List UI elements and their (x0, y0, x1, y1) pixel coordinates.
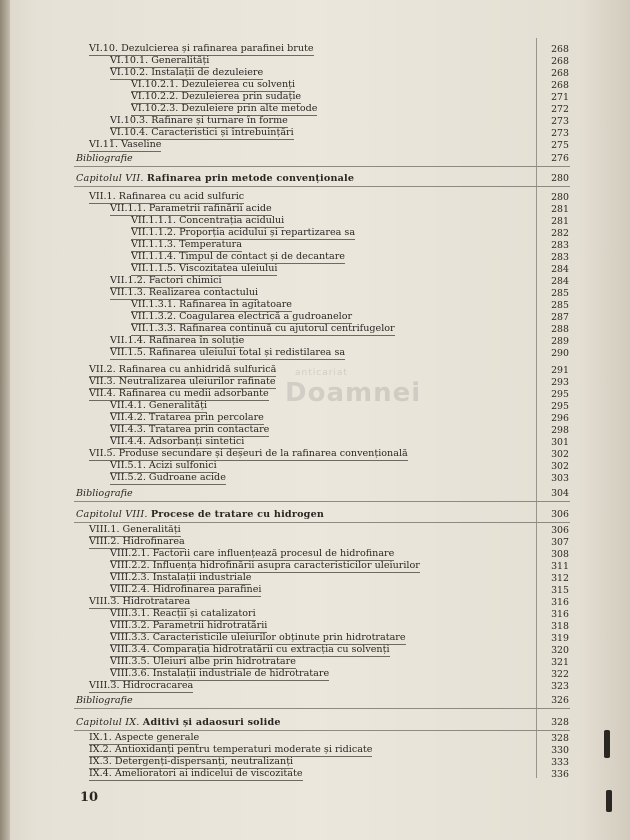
toc-page-number: 295 (551, 389, 569, 400)
toc-entry-label: VIII.3.5. Uleiuri albe prin hidrotratare (110, 656, 296, 667)
toc-page-number: 320 (551, 645, 569, 656)
toc-page-number: 298 (551, 425, 569, 436)
section-divider (74, 730, 570, 731)
toc-page-number: 316 (551, 597, 569, 608)
toc-entry-label: VI.10. Dezulcierea și rafinarea parafinei brute (89, 43, 314, 54)
toc-entry-label: VI.10.2.2. Dezuleierea prin sudație (131, 91, 302, 102)
toc-entry-label: Bibliografie (76, 695, 133, 706)
toc-page-number: 273 (551, 128, 569, 139)
watermark-text: Doamnei (285, 378, 422, 408)
toc-page-number: 280 (551, 192, 569, 203)
toc-page-number: 321 (551, 657, 569, 668)
toc-page-number: 285 (551, 288, 569, 299)
toc-page-number: 283 (551, 252, 569, 263)
toc-entry-label: VII.4. Rafinarea cu medii adsorbante (89, 388, 269, 399)
toc-entry-label: VIII.3.4. Comparația hidrotratării cu extracția cu solvenți (110, 644, 390, 655)
toc-page-number: 322 (551, 669, 569, 680)
toc-page-number: 301 (551, 437, 569, 448)
toc-entry-label: VII.5.1. Acizi sulfonici (110, 460, 217, 471)
toc-entry-label: VII.2. Rafinarea cu anhidridă sulfurică (89, 364, 277, 375)
toc-page-number: 306 (551, 509, 569, 520)
section-divider (74, 501, 570, 502)
toc-page-number: 328 (551, 717, 569, 728)
toc-entry-row (0, 139, 630, 152)
toc-page-number: 273 (551, 116, 569, 127)
section-divider (74, 522, 570, 523)
toc-page-number: 326 (551, 695, 569, 706)
toc-entry-label: VIII.2.4. Hidrofinarea parafinei (110, 584, 262, 595)
toc-entry-label: VIII.2.3. Instalații industriale (110, 572, 252, 583)
toc-page-number: 330 (551, 745, 569, 756)
toc-entry-label: VIII.3. Hidrocracarea (89, 680, 194, 691)
toc-page-number: 291 (551, 365, 569, 376)
toc-entry-label: VII.1.1.5. Viscozitatea uleiului (131, 263, 278, 274)
toc-page-number: 308 (551, 549, 569, 560)
toc-page-number: 304 (551, 488, 569, 499)
toc-entry-label: VIII.3.2. Parametrii hidrotratării (110, 620, 268, 631)
toc-page-number: 295 (551, 401, 569, 412)
toc-entry-label: VIII.1. Generalități (89, 524, 181, 535)
toc-chapter-row (0, 716, 630, 729)
toc-entry-label: VIII.3.6. Instalații industriale de hidrotratare (110, 668, 330, 679)
toc-page-number: 319 (551, 633, 569, 644)
toc-page-number: 268 (551, 68, 569, 79)
toc-entry-label: Capitolul VII. Rafinarea prin metode convenționale (76, 173, 355, 184)
toc-page-number: 323 (551, 681, 569, 692)
watermark-small-text: anticariat (295, 368, 348, 378)
toc-entry-label: Capitolul VIII. Procese de tratare cu hidrogen (76, 509, 325, 520)
toc-entry-label: VII.1.2. Factori chimici (110, 275, 222, 286)
toc-entry-row (0, 768, 630, 781)
toc-page-number: 289 (551, 336, 569, 347)
toc-page-number: 276 (551, 153, 569, 164)
toc-page-number: 280 (551, 173, 569, 184)
toc-entry-label: VII.1.3.1. Rafinarea în agitatoare (131, 299, 292, 310)
toc-entry-label: VIII.2. Hidrofinarea (89, 536, 185, 547)
toc-entry-label: VII.4.2. Tratarea prin percolare (110, 412, 264, 423)
toc-chapter-row (0, 172, 630, 185)
toc-page-number: 307 (551, 537, 569, 548)
toc-page-number: 284 (551, 264, 569, 275)
toc-entry-label: IX.1. Aspecte generale (89, 732, 200, 743)
toc-entry-label: VII.3. Neutralizarea uleiurilor rafinate (89, 376, 276, 387)
toc-entry-row (0, 347, 630, 360)
toc-entry-label: VII.4.4. Adsorbanți sintetici (110, 436, 245, 447)
toc-entry-row (0, 680, 630, 693)
toc-page-number: 290 (551, 348, 569, 359)
toc-page-number: 285 (551, 300, 569, 311)
toc-entry-label: VII.1.3. Realizarea contactului (110, 287, 259, 298)
toc-entry-label: VII.1.1.1. Concentrația acidului (131, 215, 285, 226)
toc-entry-row (0, 472, 630, 485)
toc-entry-row (0, 694, 630, 707)
toc-entry-label: VII.1.1. Parametrii rafinării acide (110, 203, 272, 214)
toc-page-number: 275 (551, 140, 569, 151)
toc-page-number: 272 (551, 104, 569, 115)
toc-page-number: 336 (551, 769, 569, 780)
toc-entry-label: VII.5. Produse secundare și deșeuri de la rafinarea convențională (89, 448, 408, 459)
toc-entry-label: VII.1.1.4. Timpul de contact și de decantare (131, 251, 345, 262)
toc-entry-label: VII.1.3.3. Rafinarea continuă cu ajutorul centrifugelor (131, 323, 395, 334)
toc-page-number: 315 (551, 585, 569, 596)
toc-chapter-row (0, 508, 630, 521)
toc-entry-row (0, 152, 630, 165)
toc-page-number: 328 (551, 733, 569, 744)
page-edge-mark (606, 790, 612, 812)
toc-page-number: 306 (551, 525, 569, 536)
toc-entry-label: VII.5.2. Gudroane acide (110, 472, 226, 483)
toc-entry-label: VI.10.2. Instalații de dezuleiere (110, 67, 264, 78)
toc-page-number: 268 (551, 44, 569, 55)
toc-entry-label: Bibliografie (76, 153, 133, 164)
toc-entry-row (0, 487, 630, 500)
toc-page-number: 293 (551, 377, 569, 388)
watermark (285, 368, 422, 408)
toc-page-number: 268 (551, 56, 569, 67)
toc-page-number: 316 (551, 609, 569, 620)
toc-entry-label: IX.4. Amelioratori ai indicelui de viscozitate (89, 768, 303, 779)
toc-page-number: 296 (551, 413, 569, 424)
toc-entry-label: VI.11. Vaseline (89, 139, 162, 150)
toc-page-number: 287 (551, 312, 569, 323)
toc-entry-label: Capitolul IX. Aditivi și adaosuri solide (76, 717, 281, 728)
toc-entry-label: VI.10.2.1. Dezuleierea cu solvenți (131, 79, 296, 90)
toc-page-number: 318 (551, 621, 569, 632)
toc-entry-label: VI.10.1. Generalități (110, 55, 210, 66)
toc-entry-label: VI.10.4. Caracteristici și întrebuințări (110, 127, 294, 138)
page-number: 10 (80, 790, 99, 805)
toc-entry-label: VIII.3.3. Caracteristicile uleiurilor obținute prin hidrotratare (110, 632, 406, 643)
toc-page-number: 283 (551, 240, 569, 251)
toc-page-number: 311 (551, 561, 569, 572)
toc-page-number: 312 (551, 573, 569, 584)
toc-entry-label: Bibliografie (76, 488, 133, 499)
toc-page-number: 268 (551, 80, 569, 91)
toc-entry-label: VI.10.3. Rafinare și turnare în forme (110, 115, 288, 126)
section-divider (74, 166, 570, 167)
section-divider (74, 708, 570, 709)
toc-entry-label: VII.1.5. Rafinarea uleiului total și redistilarea sa (110, 347, 346, 358)
section-divider (74, 186, 570, 187)
toc-entry-label: VII.1. Rafinarea cu acid sulfuric (89, 191, 245, 202)
toc-entry-label: IX.3. Detergenți-dispersanți, neutralizanți (89, 756, 294, 767)
toc-page-number: 288 (551, 324, 569, 335)
toc-entry-label: VIII.3. Hidrotratarea (89, 596, 191, 607)
toc-entry-label: IX.2. Antioxidanți pentru temperaturi moderate și ridicate (89, 744, 373, 755)
toc-page-number: 281 (551, 216, 569, 227)
toc-entry-label: VIII.2.2. Influența hidrofinării asupra caracteristicilor uleiurilor (110, 560, 420, 571)
toc-page-number: 282 (551, 228, 569, 239)
page-edge-mark (604, 730, 610, 758)
toc-entry-label: VII.1.4. Rafinarea în soluție (110, 335, 245, 346)
toc-page-number: 281 (551, 204, 569, 215)
toc-entry-label: VI.10.2.3. Dezuleiere prin alte metode (131, 103, 318, 114)
toc-page-number: 302 (551, 461, 569, 472)
toc-entry-label: VII.4.3. Tratarea prin contactare (110, 424, 270, 435)
toc-entry-label: VII.1.3.2. Coagularea electrică a gudroanelor (131, 311, 353, 322)
toc-entry-label: VIII.3.1. Reacții și catalizatori (110, 608, 256, 619)
toc-page-number: 333 (551, 757, 569, 768)
toc-page-number: 303 (551, 473, 569, 484)
toc-page-number: 284 (551, 276, 569, 287)
toc-entry-label: VII.1.1.2. Proporția acidului și repartizarea sa (131, 227, 356, 238)
toc-page-number: 302 (551, 449, 569, 460)
toc-page-number: 271 (551, 92, 569, 103)
toc-entry-label: VII.1.1.3. Temperatura (131, 239, 242, 250)
toc-entry-label: VIII.2.1. Factorii care influențează procesul de hidrofinare (110, 548, 395, 559)
toc-entry-label: VII.4.1. Generalități (110, 400, 208, 411)
